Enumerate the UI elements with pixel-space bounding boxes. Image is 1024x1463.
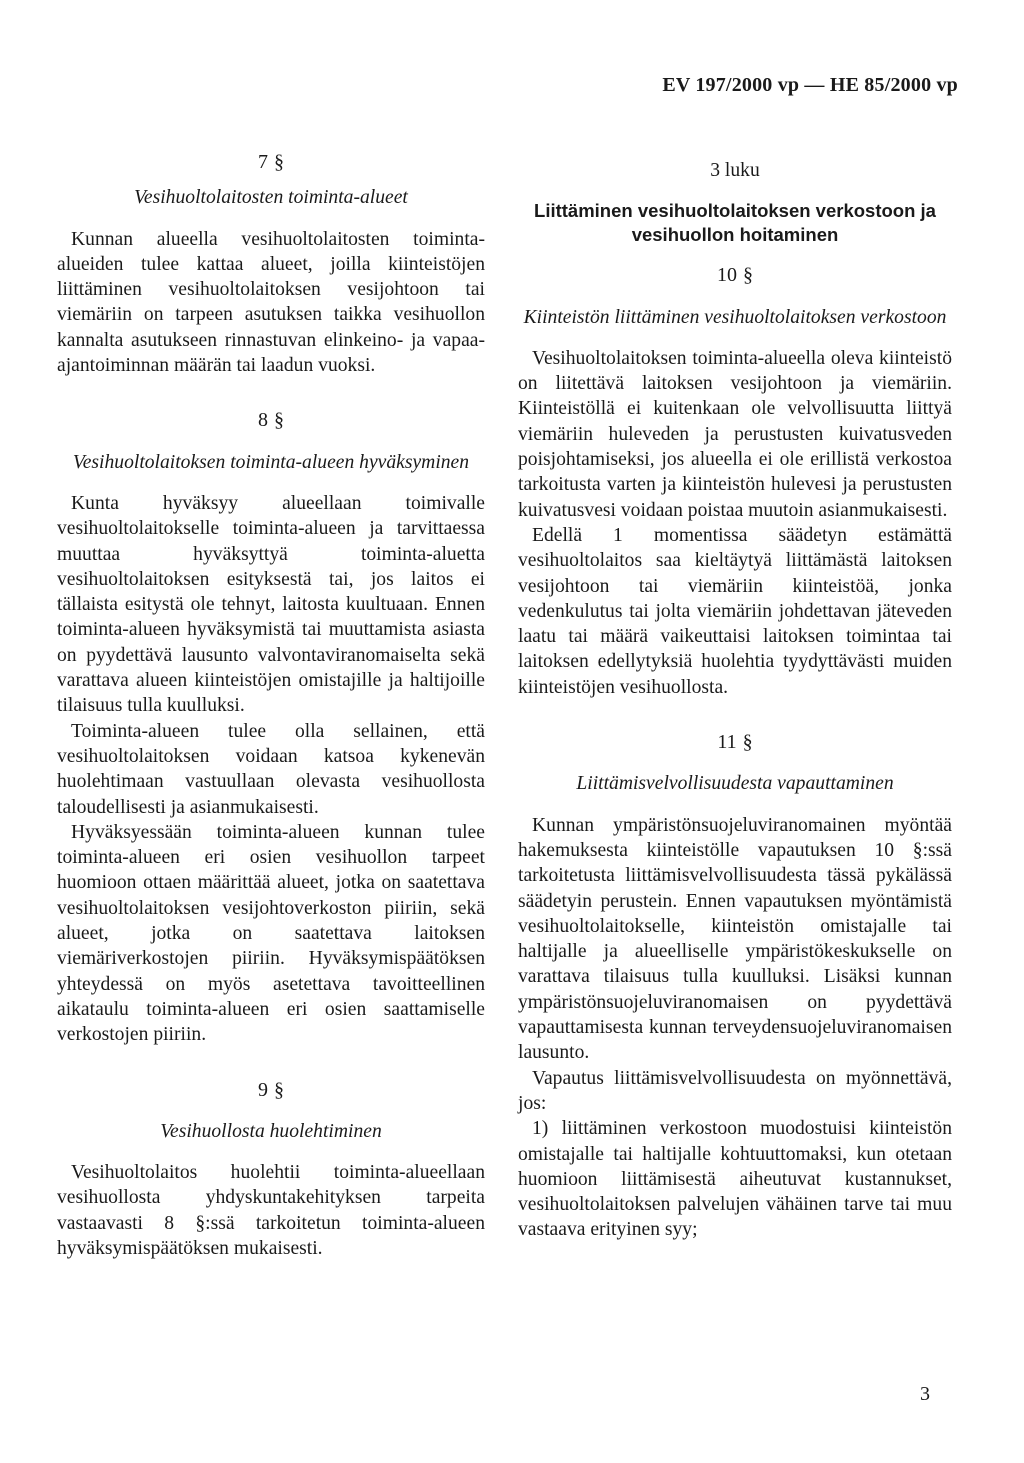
section-10-paragraph-2: Edellä 1 momentissa säädetyn estämättä vesihuoltolaitos saa kieltäytyä liittämästä laitoksen vesijohtoon tai viemäriin kiinteistöä, jonka vedenkulutus tai jolta viemäriin johdettavan jäteveden laatu tai määrä vaikeuttaisi laitoksen toimintaa tai laitoksen edellytyksiä huolehtia tyydyttävästi muiden kiinteistöjen vesihuollosta. bbox=[518, 524, 952, 698]
left-column bbox=[57, 148, 485, 1261]
section-9-paragraph-1: Vesihuoltolaitos huolehtii toiminta-alueellaan vesihuollosta yhdyskuntakehityksen tarpeita vastaavasti 8 §:ssä tarkoitetun toiminta-alueen hyväksymispäätöksen mukaisesti. bbox=[57, 1162, 485, 1259]
section-number: 7 bbox=[258, 151, 268, 173]
section-7-title: Vesihuoltolaitosten toiminta-alueet bbox=[134, 187, 408, 209]
section-number: 9 bbox=[258, 1078, 268, 1101]
section-11-heading bbox=[518, 730, 952, 755]
section-8-title: Vesihuoltolaitoksen toiminta-alueen hyväksyminen bbox=[72, 451, 470, 473]
chapter-title: Liittäminen vesihuoltolaitoksen verkostoon ja vesihuollon hoitaminen bbox=[534, 200, 936, 246]
section-9-heading bbox=[57, 1078, 485, 1103]
section-symbol: § bbox=[274, 151, 284, 173]
section-7-heading bbox=[57, 150, 485, 175]
section-8-paragraph-1: Kunta hyväksyy alueellaan toimivalle vesihuoltolaitokselle toiminta-alueen ja tarvittaessa muuttaa hyväksyttyä toiminta-aluetta vesihuoltolaitoksen esityksestä tai, jos laitos ei tällaista esitystä ole tehnyt, laitosta kuultuaan. Ennen toiminta-alueen hyväksymistä tai muuttamista asiasta on pyydettävä lausunto valvontaviranomaiselta sekä varattava alueen kiinteistöjen omistajille ja haltijoille tilaisuus tulla kuulluksi. bbox=[57, 492, 485, 717]
section-11-paragraph-3: 1) liittäminen verkostoon muodostuisi kiinteistön omistajalle tai haltijalle kohtuuttomaksi, kun otetaan huomioon liittämisestä aiheutuvat kustannukset, vesihuoltolaitoksen palvelujen vähäinen tarve tai muu vastaava erityinen syy; bbox=[518, 1118, 952, 1241]
section-10-paragraph-1: Vesihuoltolaitoksen toiminta-alueella oleva kiinteistö on liitettävä laitoksen vesijohtoon ja viemäriin. Kiinteistöllä ei kuitenkaan ole velvollisuutta liittyä viemäriin huleveden ja perustusten kuivatusveden poisjohtamiseksi, jos alueella ei ole erillistä verkostoa tarkoitusta varten ja kiinteistön hulevesi ja perustusten kuivatusvesi voidaan poistaa muutoin asianmukaisesti. bbox=[518, 347, 952, 521]
section-10-title: Kiinteistön liittäminen vesihuoltolaitoksen verkostoon bbox=[523, 306, 947, 328]
page-number: 3 bbox=[920, 1383, 930, 1405]
section-symbol: § bbox=[742, 731, 753, 754]
section-10-heading bbox=[518, 263, 952, 288]
document-reference-header: EV 197/2000 vp — HE 85/2000 vp bbox=[662, 74, 958, 96]
section-number: 8 bbox=[258, 409, 268, 432]
section-symbol: § bbox=[274, 409, 284, 432]
chapter-label: 3 luku bbox=[710, 160, 760, 181]
section-8-paragraph-3: Hyväksyessään toiminta-alueen kunnan tulee toiminta-alueen eri osien vesihuollon tarpeet huomioon ottaen määrittää alueet, jotka on saatettava vesihuoltolaitoksen vesijohtoverkoston piiriin, sekä alueet, jotka on saatettava laitoksen viemäriverkostojen piiriin. Hyväksymispäätöksen yhteydessä on myös asetettava tavoitteellinen aikataulu toiminta-alueen eri osien saattamiselle verkostojen piiriin. bbox=[57, 821, 485, 1046]
section-11-paragraph-2: Vapautus liittämisvelvollisuudesta on myönnettävä, jos: bbox=[518, 1067, 952, 1114]
section-symbol: § bbox=[274, 1078, 284, 1101]
right-column bbox=[518, 148, 952, 1243]
section-9-title: Vesihuollosta huolehtiminen bbox=[160, 1120, 382, 1142]
section-8-paragraph-2: Toiminta-alueen tulee olla sellainen, että vesihuoltolaitoksen voidaan katsoa kykenevän huolehtimaan vastuullaan olevasta vesihuollosta taloudellisesti ja asianmukaisesti. bbox=[57, 720, 485, 818]
section-11-title: Liittämisvelvollisuudesta vapauttaminen bbox=[576, 773, 894, 795]
section-7-paragraph-1: Kunnan alueella vesihuoltolaitosten toiminta-alueiden tulee kattaa alueet, joilla kiinteistöjen liittäminen vesihuoltolaitoksen vesijohtoon tai viemäriin on tarpeen asutuksen taikka vesihuollon kannalta asutukseen rinnastuvan elinkeino- ja vapaa-ajantoiminnan määrän tai laadun vuoksi. bbox=[57, 228, 485, 377]
section-8-heading bbox=[57, 408, 485, 433]
section-number: 10 bbox=[717, 264, 737, 287]
section-number: 11 bbox=[717, 731, 737, 754]
section-11-paragraph-1: Kunnan ympäristönsuojeluviranomainen myöntää hakemuksesta kiinteistölle vapautuksen 10 §:ssä tarkoitetusta liittämisvelvollisuudesta tässä pykälässä säädetyin perustein. Ennen vapautuksen myöntämistä vesihuoltolaitokselle, kiinteistön omistajalle tai haltijalle ja alueelliselle ympäristökeskukselle on varattava tilaisuus tulla kuulluksi. Lisäksi kunnan ympäristönsuojeluviranomaisen on pyydettävä vapauttamisesta kunnan terveydensuojeluviranomaisen lausunto. bbox=[518, 814, 952, 1064]
section-symbol: § bbox=[743, 264, 753, 287]
